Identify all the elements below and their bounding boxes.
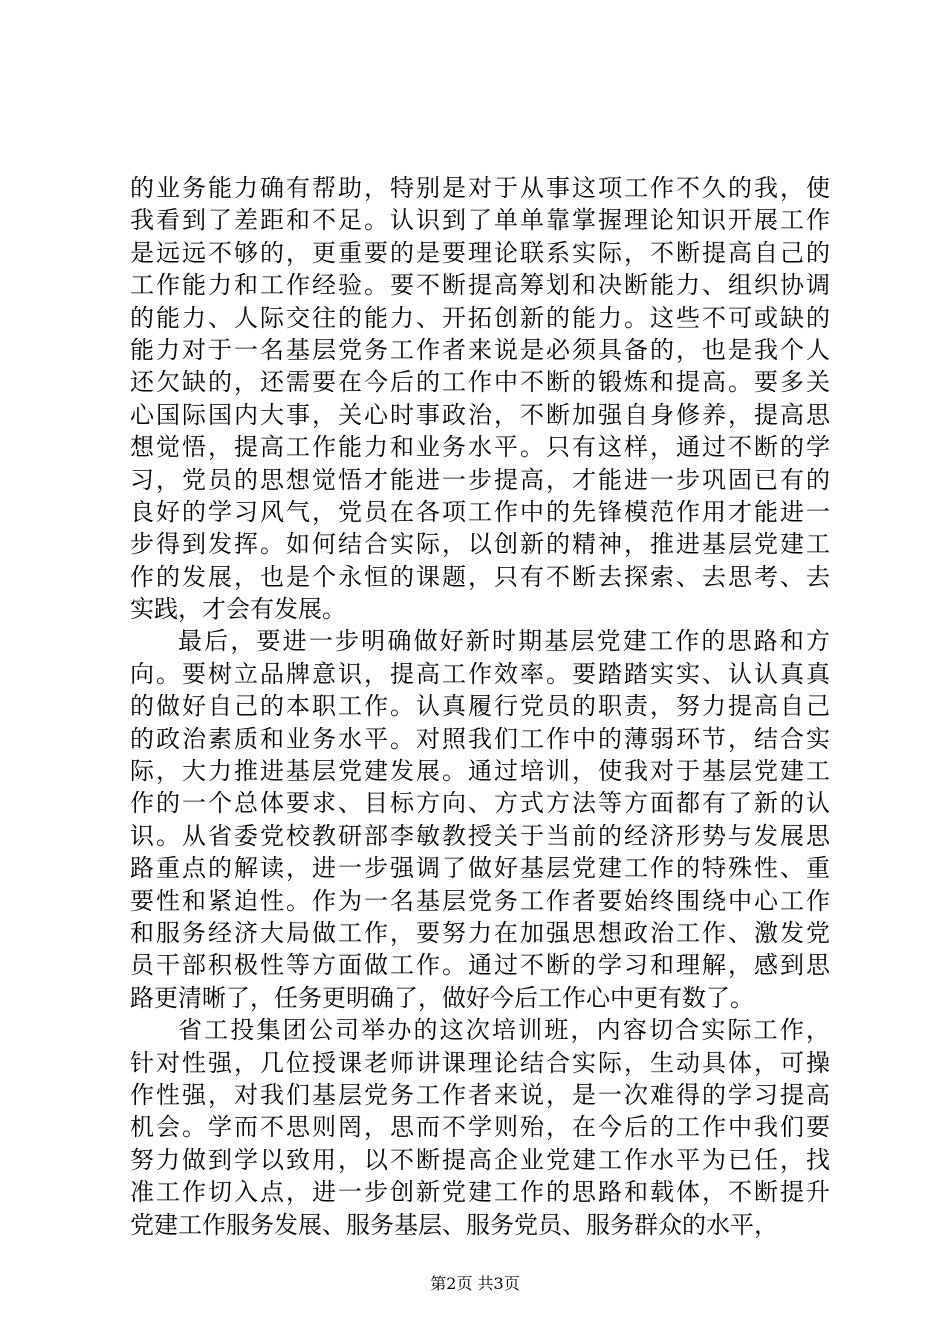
text-line: 是远远不够的，更重要的是要理论联系实际，不断提高自己的	[130, 238, 830, 267]
paragraph	[130, 172, 830, 625]
text-line: 良好的学习风气，党员在各项工作中的先锋模范作用才能进一	[130, 497, 830, 526]
text-line: 的做好自己的本职工作。认真履行党员的职责，努力提高自己	[130, 692, 830, 721]
text-line: 步得到发挥。如何结合实际，以创新的精神，推进基层党建工	[130, 530, 830, 559]
text-line: 省工投集团公司举办的这次培训班，内容切合实际工作，	[178, 1016, 830, 1045]
paragraph	[130, 625, 830, 1014]
text-line: 还欠缺的，还需要在今后的工作中不断的锻炼和提高。要多关	[130, 368, 830, 397]
text-line: 作的发展，也是个永恒的课题，只有不断去探索、去思考、去	[130, 562, 830, 591]
body-text	[130, 172, 830, 1241]
text-line: 能力对于一名基层党务工作者来说是必须具备的，也是我个人	[130, 335, 830, 364]
text-line: 的政治素质和业务水平。对照我们工作中的薄弱环节，结合实	[130, 724, 830, 753]
text-line: 工作能力和工作经验。要不断提高筹划和决断能力、组织协调	[130, 271, 830, 300]
text-line: 习，党员的思想觉悟才能进一步提高，才能进一步巩固已有的	[130, 465, 830, 494]
page-footer: 第2页 共3页	[430, 1274, 520, 1293]
text-line: 路重点的解读，进一步强调了做好基层党建工作的特殊性、重	[130, 854, 830, 883]
text-line: 的能力、人际交往的能力、开拓创新的能力。这些不可或缺的	[130, 303, 830, 332]
text-line: 作性强，对我们基层党务工作者来说，是一次难得的学习提高	[130, 1080, 830, 1109]
text-line: 最后，要进一步明确做好新时期基层党建工作的思路和方	[178, 627, 830, 656]
text-line: 我看到了差距和不足。认识到了单单靠掌握理论知识开展工作	[130, 206, 830, 235]
text-line: 针对性强，几位授课老师讲课理论结合实际，生动具体，可操	[130, 1048, 830, 1077]
text-line: 想觉悟，提高工作能力和业务水平。只有这样，通过不断的学	[130, 433, 830, 462]
text-line: 向。要树立品牌意识，提高工作效率。要踏踏实实、认认真真	[130, 659, 830, 688]
text-line: 实践，才会有发展。	[130, 595, 346, 624]
text-line: 员干部积极性等方面做工作。通过不断的学习和理解，感到思	[130, 951, 830, 980]
text-line: 准工作切入点，进一步创新党建工作的思路和载体，不断提升	[130, 1178, 830, 1207]
text-line: 识。从省委党校教研部李敏教授关于当前的经济形势与发展思	[130, 821, 830, 850]
text-line: 和服务经济大局做工作，要努力在加强思想政治工作、激发党	[130, 918, 830, 947]
text-line: 路更清晰了，任务更明确了，做好今后工作心中更有数了。	[130, 983, 754, 1012]
text-line: 的业务能力确有帮助，特别是对于从事这项工作不久的我，使	[130, 174, 830, 202]
text-line: 努力做到学以致用，以不断提高企业党建工作水平为已任，找	[130, 1145, 830, 1174]
text-line: 机会。学而不思则罔，思而不学则殆，在今后的工作中我们要	[130, 1113, 830, 1142]
text-line: 要性和紧迫性。作为一名基层党务工作者要始终围绕中心工作	[130, 886, 830, 915]
text-line: 作的一个总体要求、目标方向、方式方法等方面都有了新的认	[130, 789, 830, 818]
text-line: 党建工作服务发展、服务基层、服务党员、服务群众的水平，	[130, 1210, 778, 1239]
text-line: 心国际国内大事，关心时事政治，不断加强自身修养，提高思	[130, 400, 830, 429]
paragraph	[130, 1014, 830, 1241]
text-line: 际，大力推进基层党建发展。通过培训，使我对于基层党建工	[130, 757, 830, 786]
